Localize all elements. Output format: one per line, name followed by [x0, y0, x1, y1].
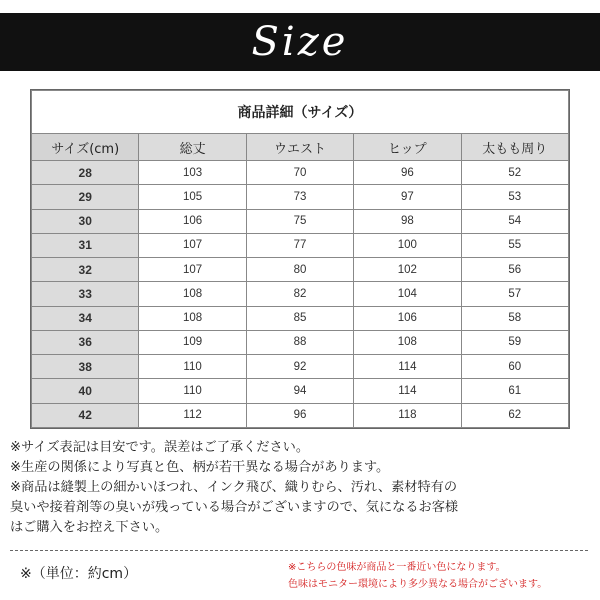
size-cell: 36 [32, 330, 139, 354]
table-cell: 58 [461, 306, 568, 330]
note-line: 臭いや接着剤等の臭いが残っている場合がございますので、気になるお客様 [10, 500, 459, 515]
size-cell: 28 [32, 161, 139, 185]
table-caption: 商品詳細（サイズ） [32, 91, 569, 134]
table-cell: 110 [139, 379, 246, 403]
table-cell: 62 [461, 403, 568, 427]
column-header: サイズ(cm) [32, 134, 139, 161]
table-cell: 53 [461, 185, 568, 209]
column-header: 太もも周り [461, 134, 568, 161]
table-cell: 75 [246, 209, 353, 233]
table-row [32, 233, 569, 257]
table-cell: 60 [461, 355, 568, 379]
table-row [32, 355, 569, 379]
table-row [32, 330, 569, 354]
table-cell: 110 [139, 355, 246, 379]
table-cell: 114 [354, 355, 461, 379]
table-cell: 73 [246, 185, 353, 209]
dashed-divider [10, 550, 588, 551]
table-row [32, 282, 569, 306]
table-cell: 59 [461, 330, 568, 354]
color-note-line: 色味はモニター環境により多少異なる場合がございます。 [288, 579, 548, 590]
table-cell: 107 [139, 233, 246, 257]
note-line: はご購入をお控え下さい。 [10, 520, 169, 535]
table-cell: 56 [461, 258, 568, 282]
table-cell: 104 [354, 282, 461, 306]
table-cell: 92 [246, 355, 353, 379]
table-cell: 106 [139, 209, 246, 233]
table-cell: 108 [139, 306, 246, 330]
table-cell: 88 [246, 330, 353, 354]
banner-title: Size [251, 19, 349, 65]
table-cell: 54 [461, 209, 568, 233]
table-cell: 108 [354, 330, 461, 354]
table-row [32, 185, 569, 209]
size-cell: 32 [32, 258, 139, 282]
size-cell: 38 [32, 355, 139, 379]
table-cell: 82 [246, 282, 353, 306]
size-table [30, 89, 570, 429]
table-cell: 52 [461, 161, 568, 185]
table-cell: 103 [139, 161, 246, 185]
color-notes [288, 559, 547, 593]
table-row [32, 209, 569, 233]
table-row [32, 161, 569, 185]
column-header: 総丈 [139, 134, 246, 161]
size-cell: 29 [32, 185, 139, 209]
table-cell: 118 [354, 403, 461, 427]
table-cell: 96 [246, 403, 353, 427]
table-row [32, 258, 569, 282]
note-line: ※商品は縫製上の細かいほつれ、インク飛び、織りむら、汚れ、素材特有の [10, 480, 458, 495]
table-cell: 107 [139, 258, 246, 282]
unit-note: ※（単位：約cm） [20, 566, 138, 582]
title-banner [0, 13, 600, 71]
table-cell: 102 [354, 258, 461, 282]
column-header: ウエスト [246, 134, 353, 161]
note-line: ※サイズ表記は目安です。誤差はご了承ください。 [10, 440, 310, 455]
size-cell: 31 [32, 233, 139, 257]
notes [10, 438, 595, 538]
table-cell: 100 [354, 233, 461, 257]
note-line: ※生産の関係により写真と色、柄が若干異なる場合があります。 [10, 460, 390, 475]
size-cell: 33 [32, 282, 139, 306]
table-cell: 94 [246, 379, 353, 403]
table-cell: 80 [246, 258, 353, 282]
table-cell: 55 [461, 233, 568, 257]
table-cell: 97 [354, 185, 461, 209]
table-cell: 96 [354, 161, 461, 185]
table-cell: 85 [246, 306, 353, 330]
size-cell: 30 [32, 209, 139, 233]
table-cell: 112 [139, 403, 246, 427]
color-note-line: ※こちらの色味が商品と一番近い色になります。 [288, 562, 506, 573]
table-cell: 106 [354, 306, 461, 330]
table-cell: 98 [354, 209, 461, 233]
table-cell: 77 [246, 233, 353, 257]
table-cell: 108 [139, 282, 246, 306]
size-cell: 40 [32, 379, 139, 403]
table-cell: 70 [246, 161, 353, 185]
table-cell: 61 [461, 379, 568, 403]
size-cell: 34 [32, 306, 139, 330]
table-row [32, 403, 569, 427]
table-row [32, 379, 569, 403]
table-cell: 114 [354, 379, 461, 403]
column-header: ヒップ [354, 134, 461, 161]
table-cell: 57 [461, 282, 568, 306]
table-row [32, 306, 569, 330]
size-cell: 42 [32, 403, 139, 427]
table-cell: 109 [139, 330, 246, 354]
table-cell: 105 [139, 185, 246, 209]
